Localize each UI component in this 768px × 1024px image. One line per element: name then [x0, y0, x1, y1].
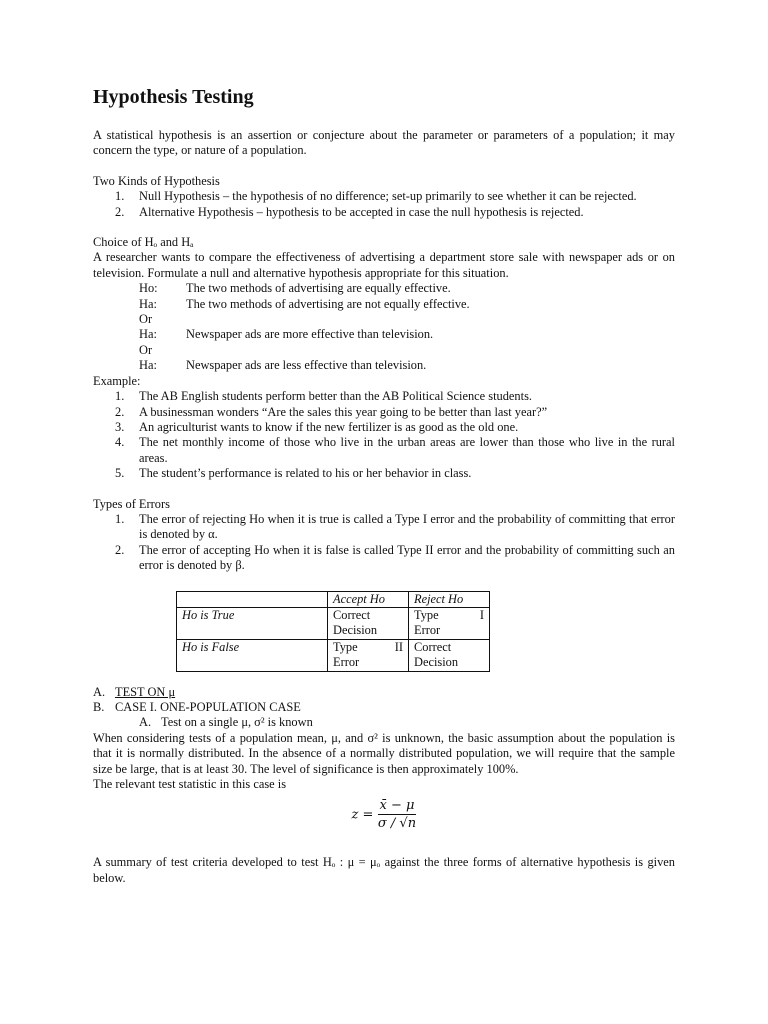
hypothesis-line: Ho: The two methods of advertising are equally effective. [139, 281, 451, 296]
test-statistic-formula [93, 798, 675, 832]
table-cell: Correct Decision [409, 639, 490, 671]
table-cell: Ho is True [177, 607, 328, 639]
table-row [177, 607, 490, 639]
table-cell: Correct Decision [328, 607, 409, 639]
choice-paragraph: A researcher wants to compare the effectiveness of advertising a department store sale with newspaper ads or on television. Formulate a null and alternative hypothesis appropriate for this situation. [93, 250, 675, 280]
two-kinds-list [93, 189, 675, 220]
list-item: 3. An agriculturist wants to know if the new fertilizer is as good as the old one. [115, 419, 519, 434]
table-header-cell: Accept Ho [328, 591, 409, 607]
formula-denominator: σ / √n [377, 816, 417, 832]
table-header-row [177, 591, 490, 607]
table-row [177, 639, 490, 671]
hypothesis-line: Ha: Newspaper ads are less effective than television. [139, 358, 427, 373]
document-page [93, 84, 675, 886]
hypothesis-line: Ha: The two methods of advertising are not equally effective. [139, 296, 470, 311]
list-item: 1. Null Hypothesis – the hypothesis of no difference; set-up primarily to see whether it can be rejected. [115, 189, 637, 204]
list-item: 2. Alternative Hypothesis – hypothesis to be accepted in case the null hypothesis is rejected. [115, 204, 584, 219]
choice-heading: Choice of Hₒ and Hₐ [93, 235, 194, 250]
list-item: 4. The net monthly income of those who live in the urban areas are lower than those who live in the rural areas. [115, 435, 675, 465]
section-b-heading: B. CASE I. ONE-POPULATION CASE [93, 700, 301, 714]
summary-paragraph: A summary of test criteria developed to test Hₒ : μ = μₒ against the three forms of alternative hypothesis is given below. [93, 855, 675, 885]
list-item: 2. A businessman wonders “Are the sales this year going to be better than last year?” [115, 404, 548, 419]
intro-paragraph: A statistical hypothesis is an assertion or conjecture about the parameter or parameters of a population; it may concern the type, or nature of a population. [93, 128, 675, 158]
statistic-intro: The relevant test statistic in this case is [93, 777, 287, 792]
formula-numerator: x̄ − μ [379, 798, 415, 814]
list-item: 1. The AB English students perform better than the AB Political Science students. [115, 389, 532, 404]
section-a-heading: A. TEST ON μ [93, 684, 176, 699]
hypothesis-line: Or [139, 342, 153, 357]
error-types-table [176, 591, 490, 672]
assumption-paragraph: When considering tests of a population mean, μ, and σ² is unknown, the basic assumption about the population is that it is normally distributed. In the absence of a normally distributed population, we will require that the sample size be large, that is at least 30. The level of significance is then approximately 100%. [93, 730, 675, 776]
hypothesis-lines [139, 281, 675, 373]
errors-heading: Types of Errors [93, 496, 170, 511]
formula-lhs: z = [351, 807, 374, 823]
two-kinds-heading: Two Kinds of Hypothesis [93, 173, 220, 188]
list-item: 5. The student’s performance is related to his or her behavior in class. [115, 466, 472, 481]
list-item: 2. The error of accepting Ho when it is false is called Type II error and the probability of committing such an error is denoted by β. [115, 542, 675, 573]
hypothesis-line: Ha: Newspaper ads are more effective than television. [139, 327, 434, 342]
sub-a-heading: A. Test on a single μ, σ² is known [139, 715, 313, 730]
table-cell: Type II Error [328, 639, 409, 671]
table-header-cell: Reject Ho [409, 591, 490, 607]
table-header-cell [177, 591, 328, 607]
hypothesis-line: Or [139, 312, 153, 327]
example-heading: Example: [93, 373, 141, 388]
table-cell: Type I Error [409, 607, 490, 639]
list-item: 1. The error of rejecting Ho when it is true is called a Type I error and the probability of committing that error is denoted by α. [115, 511, 675, 542]
errors-list [93, 512, 675, 574]
formula-fraction [378, 798, 417, 832]
page-title: Hypothesis Testing [93, 86, 254, 108]
table-cell: Ho is False [177, 639, 328, 671]
example-list [93, 389, 675, 481]
